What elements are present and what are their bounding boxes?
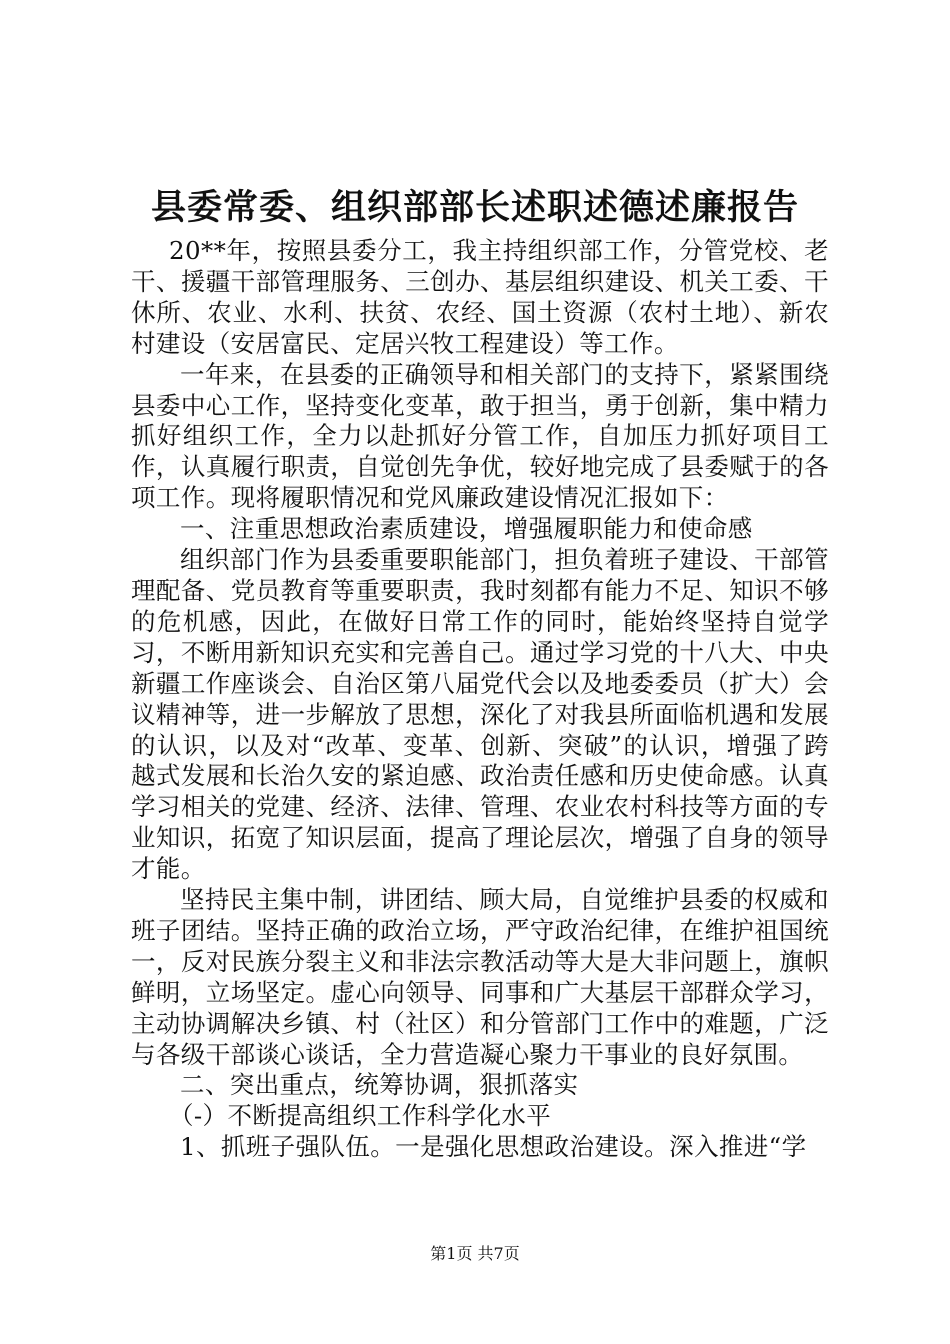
page-footer: 第1页 共7页 bbox=[430, 1244, 520, 1263]
document-title: 县委常委、组织部部长述职述德述廉报告 bbox=[150, 187, 799, 228]
paragraph-team-building: 1、抓班子强队伍。一是强化思想政治建设。深入推进“学 bbox=[180, 1132, 807, 1162]
paragraph-summary: 一年来，在县委的正确领导和相关部门的支持下，紧紧围绕县委中心工作，坚持变化变革，敢于担当，勇于创新，集中精力抓好组织工作，全力以赴抓好分管工作，自加压力抓好项目工作，认真履行职责，自觉创先争优，较好地完成了县委赋于的各项工作。现将履职情况和党风廉政建设情况汇报如下： bbox=[131, 359, 829, 513]
document-body bbox=[131, 236, 829, 1163]
section-heading-2: 二、突出重点，统筹协调，狠抓落实 bbox=[180, 1070, 579, 1100]
paragraph-study: 组织部门作为县委重要职能部门，担负着班子建设、干部管理配备、党员教育等重要职责，我时刻都有能力不足、知识不够的危机感，因此，在做好日常工作的同时，能始终坚持自觉学习，不断用新知识充实和完善自己。通过学习党的十八大、中央新疆工作座谈会、自治区第八届党代会以及地委委员（扩大）会议精神等，进一步解放了思想，深化了对我县所面临机遇和发展的认识，以及对“改革、变革、创新、突破”的认识，增强了跨越式发展和长治久安的紧迫感、政治责任感和历史使命感。认真学习相关的党建、经济、法律、管理、农业农村科技等方面的专业知识，拓宽了知识层面，提高了理论层次，增强了自身的领导才能。 bbox=[131, 545, 829, 884]
paragraph-intro: 20**年，按照县委分工，我主持组织部工作，分管党校、老干、援疆干部管理服务、三创办、基层组织建设、机关工委、干休所、农业、水利、扶贫、农经、国土资源（农村土地）、新农村建设（安居富民、定居兴牧工程建设）等工作。 bbox=[131, 236, 829, 358]
subsection-heading-1: （-）不断提高组织工作科学化水平 bbox=[168, 1101, 552, 1131]
section-heading-1: 一、注重思想政治素质建设，增强履职能力和使命感 bbox=[180, 514, 753, 544]
paragraph-discipline: 坚持民主集中制，讲团结、顾大局，自觉维护县委的权威和班子团结。坚持正确的政治立场，严守政治纪律，在维护祖国统一，反对民族分裂主义和非法宗教活动等大是大非问题上，旗帜鲜明，立场坚定。虚心向领导、同事和广大基层干部群众学习，主动协调解决乡镇、村（社区）和分管部门工作中的难题，广泛与各级干部谈心谈话，全力营造凝心聚力干事业的良好氛围。 bbox=[131, 885, 829, 1069]
